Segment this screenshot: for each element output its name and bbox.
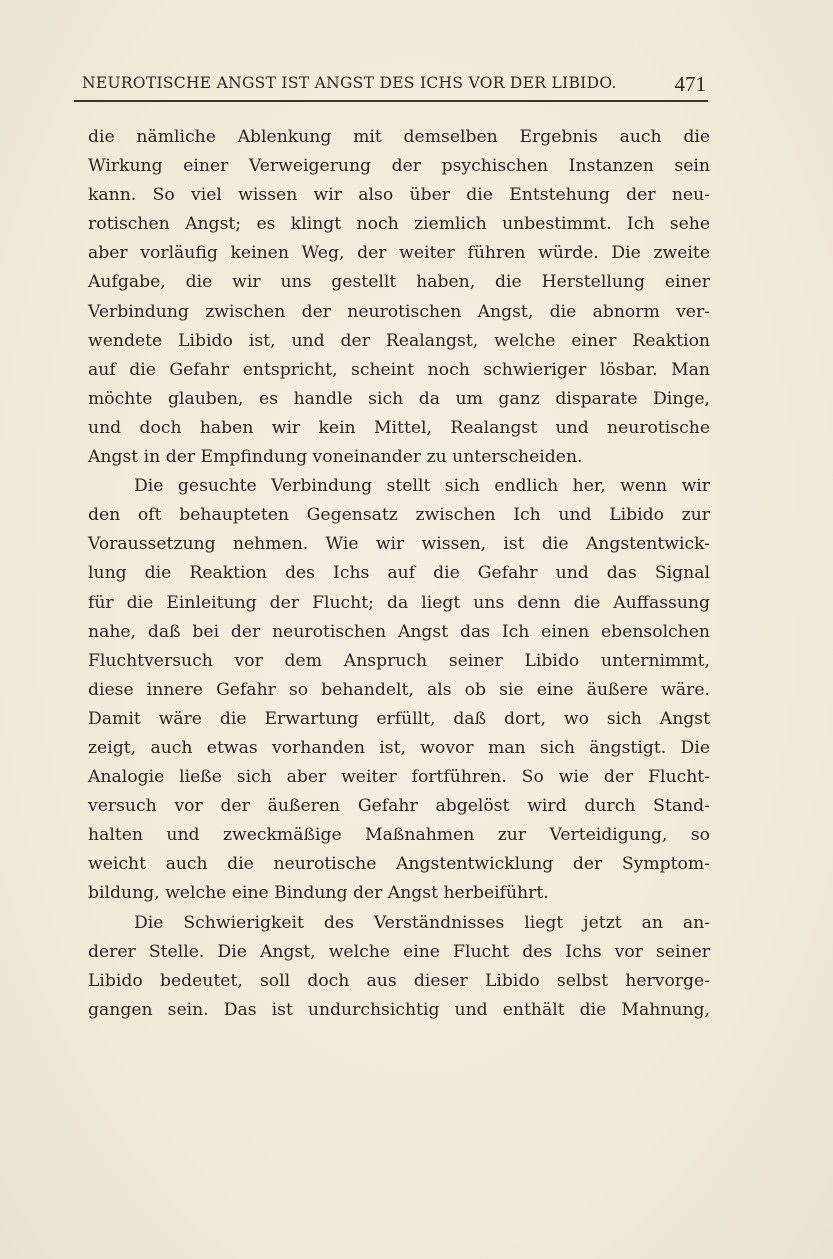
running-header	[74, 70, 708, 102]
text-line: rotischen Angst; es klingt noch ziemlich unbestimmt. Ich sehe	[88, 214, 710, 235]
paragraph-end-line: Angst in der Empfindung voneinander zu unterscheiden.	[88, 447, 583, 468]
text-line: aber vorläufig keinen Weg, der weiter führen würde. Die zweite	[88, 243, 710, 264]
text-line: und doch haben wir kein Mittel, Realangst und neurotische	[88, 417, 710, 438]
text-line: die nämliche Ablenkung mit demselben Ergebnis auch die	[88, 127, 710, 147]
text-line: halten und zweckmäßige Maßnahmen zur Verteidigung, so	[88, 825, 710, 846]
paragraph-start-line: Die gesuchte Verbindung stellt sich endlich her, wenn wir	[134, 476, 710, 497]
paragraph-end-line: bildung, welche eine Bindung der Angst herbeiführt.	[88, 883, 549, 904]
text-line: Wirkung einer Verweigerung der psychischen Instanzen sein	[88, 156, 710, 177]
page-number: 471	[674, 72, 706, 96]
text-line: Damit wäre die Erwartung erfüllt, daß dort, wo sich Angst	[88, 708, 710, 729]
text-line: zeigt, auch etwas vorhanden ist, wovor man sich ängstigt. Die	[88, 737, 710, 758]
text-line: versuch vor der äußeren Gefahr abgelöst wird durch Stand-	[88, 796, 710, 817]
paragraph-start-line: Die Schwierigkeit des Verständnisses liegt jetzt an an-	[134, 912, 710, 933]
text-line: gangen sein. Das ist undurchsichtig und enthält die Mahnung,	[88, 999, 710, 1020]
text-line: auf die Gefahr entspricht, scheint noch schwieriger lösbar. Man	[88, 359, 710, 380]
text-line: weicht auch die neurotische Angstentwicklung der Symptom-	[88, 854, 710, 875]
text-line: für die Einleitung der Flucht; da liegt uns denn die Auffassung	[88, 592, 710, 613]
body-text	[88, 123, 710, 1025]
text-line: derer Stelle. Die Angst, welche eine Flucht des Ichs vor seiner	[88, 941, 710, 962]
text-line: diese innere Gefahr so behandelt, als ob sie eine äußere wäre.	[88, 679, 710, 700]
text-line: Fluchtversuch vor dem Anspruch seiner Libido unternimmt,	[88, 650, 710, 671]
text-line: nahe, daß bei der neurotischen Angst das Ich einen ebensolchen	[88, 621, 710, 642]
text-line: Libido bedeutet, soll doch aus dieser Libido selbst hervorge-	[88, 970, 710, 991]
text-line: Analogie ließe sich aber weiter fortführen. So wie der Flucht-	[88, 767, 710, 788]
text-line: den oft behaupteten Gegensatz zwischen Ich und Libido zur	[88, 505, 710, 526]
text-line: Verbindung zwischen der neurotischen Angst, die abnorm ver-	[88, 301, 710, 322]
text-line: wendete Libido ist, und der Realangst, welche einer Reaktion	[88, 330, 710, 351]
text-line: Voraussetzung nehmen. Wie wir wissen, ist die Angstentwick-	[88, 534, 710, 555]
text-line: lung die Reaktion des Ichs auf die Gefahr und das Signal	[88, 563, 710, 584]
header-title: NEUROTISCHE ANGST IST ANGST DES ICHS VOR DER LIBIDO.	[82, 74, 617, 92]
text-line: kann. So viel wissen wir also über die Entstehung der neu-	[88, 185, 710, 206]
text-line: möchte glauben, es handle sich da um ganz disparate Dinge,	[88, 388, 710, 409]
text-line: Aufgabe, die wir uns gestellt haben, die Herstellung einer	[88, 272, 710, 293]
